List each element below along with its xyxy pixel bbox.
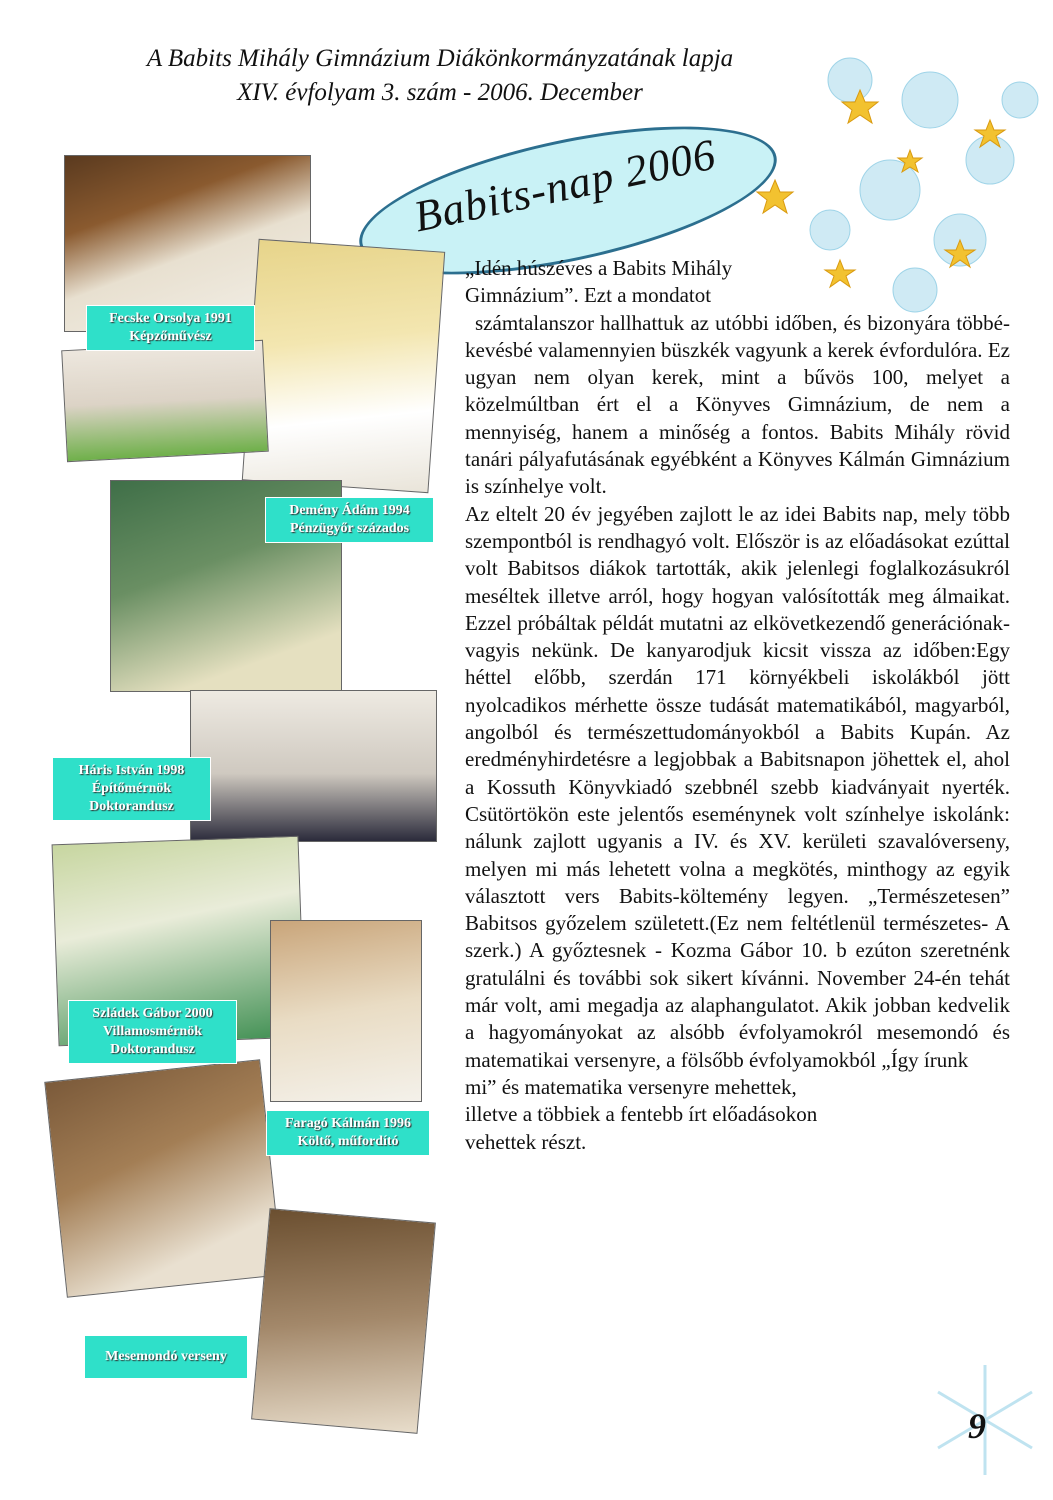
photo-storyteller-1 [44, 1059, 282, 1297]
photo-student-girl [242, 239, 445, 493]
photo-storyteller-2 [251, 1208, 436, 1434]
article-ending-line2: illetve a többiek a fentebb írt előadásokon [465, 1102, 818, 1127]
caption-mesemondo: Mesemondó verseny [84, 1335, 248, 1379]
photo-speaker-haris [190, 690, 437, 842]
article-opening-line1: „Idén húszéves a Babits Mihály [465, 256, 733, 280]
caption-szladek: Szládek Gábor 2000 Villamosmérnök Doktorandusz [68, 1000, 237, 1064]
caption-fecske: Fecske Orsolya 1991 Képzőművész [86, 305, 255, 351]
photo-speaker-farago [270, 920, 422, 1102]
article-paragraph-1: számtalanszor hallhattuk az utóbbi időben, és bizonyára többé-kevésbé valamennyien büszkék vagyunk a kerek évfordulóra. Ez ugyan nem olyan kerek, mint a bűvös 100, melyet a közelmúltban ért el a Könyves Gimnázium, de nem a mennyiség, hanem a minőség a fontos. Babits Mihály rövid tanári pályafutásának egyébként a Könyves Kálmán Gimnázium is színhelye volt. [465, 310, 1010, 499]
page-title: Babits-nap 2006 [409, 129, 721, 242]
caption-demeny: Demény Ádám 1994 Pénzügyőr százados [265, 497, 434, 543]
photo-pupils [61, 340, 269, 462]
masthead [60, 42, 820, 110]
article-opening-line2: Gimnázium”. Ezt a mondatot [465, 283, 712, 308]
article-ending-line3: vehettek részt. [465, 1129, 587, 1154]
masthead-line2: XIV. évfolyam 3. szám - 2006. December [237, 79, 643, 106]
page-number: 9 [968, 1406, 986, 1446]
caption-haris: Háris István 1998 Építőmérnök Doktorandusz [52, 757, 211, 821]
masthead-line1: A Babits Mihály Gimnázium Diákönkormányzatának lapja [146, 45, 734, 72]
article-body [465, 255, 1010, 1156]
article-ending-line1: mi” és matematika versenyre mehettek, [465, 1074, 797, 1099]
article-paragraph-2: Az eltelt 20 év jegyében zajlott le az idei Babits nap, mely több szempontból is rendhagyó volt. Először is az előadásokat ezúttal volt Babitsos diákok tartották, akik jelenlegi foglalkozásukról meséltek illetve arról, hogy hogyan valósították meg álmaikat. Ezzel próbáltak példát mutatni az elkövetkezendő generációnak-vagyis nekünk. De kanyarodjuk kicsit vissza az időben:Egy héttel előbb, szerdán 171 környékbeli iskolákból jött nyolcadikos mérhette össze tudását matematikából, magyarból, angolból és természettudományokból a Babits Kupán. Az eredményhirdetésre a legjobbak a Babitsnapon jöhettek el, ahol a Kossuth Könyvkiadó szebbnél szebb kiadványait nyerték. Csütörtökön este jelentős eseménynek volt színhelye iskolánk: nálunk zajlott ugyanis a IV. és XV. kerületi szavalóverseny, melyen mi más lehetett volna a megkötés, minthogy az egyik választott vers Babits-költemény legyen. „Természetesen” Babitsos győzelem született.(Ez nem feltétlenül természetes- A szerk.) A győztesnek - Kozma Gábor 10. b ezúton szeretnénk gratulálni és további sok sikert kívánni. November 24-én tehát már volt, ami megadja az alaphangulatot. Akik jobban kedvelik a hagyományokat az alsóbb évfolyamokról mesemondó és matematikai versenyre, a fölsőbb évfolyamokból „Így írunk [465, 501, 1010, 1072]
caption-farago: Faragó Kálmán 1996 Költő, műfordító [266, 1110, 430, 1156]
